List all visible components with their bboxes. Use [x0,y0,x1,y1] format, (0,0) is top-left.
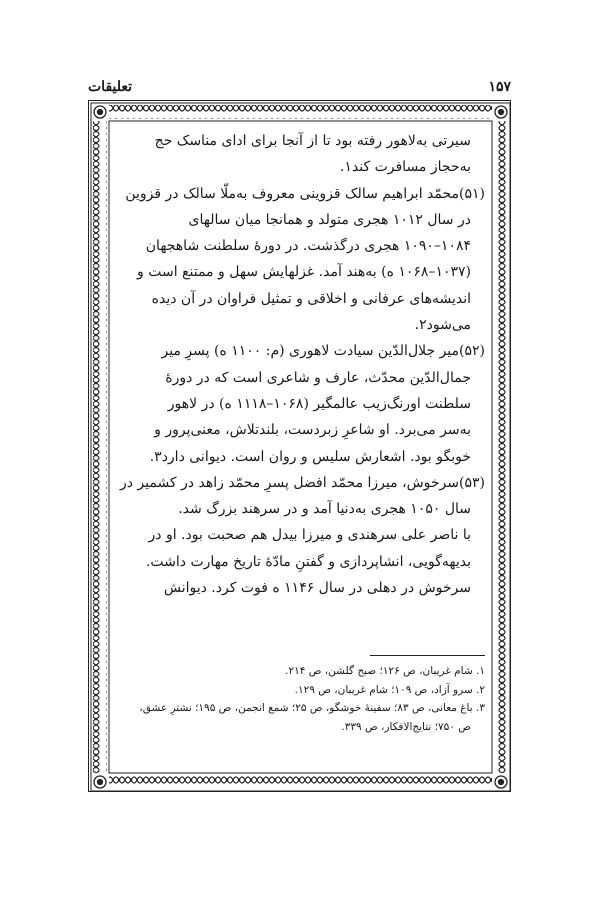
footnote-divider [370,655,485,656]
text-line: می‌شود۲. [414,317,471,334]
running-head [88,74,511,100]
text-line: با ناصر علی سرهندی و میرزا بیدل هم صحبت بود. او در [148,527,471,544]
text-line: سال ۱۰۵۰ هجری به‌دنیا آمد و در سرهند بزرگ شد. [178,501,471,518]
footnote-3: ۳. باغ معانی، ص ۸۳؛ سفینهٔ خوشگو، ص ۲۵؛ شمع انجمن، ص ۱۹۵؛ نشترِ عشق، [139,702,485,714]
text-line: در سال ۱۰۱۲ هجری متولد و همانجا میان سالهای [188,211,471,228]
text-line: (۱۰۳۷–۱۰۶۸ ه) به‌هند آمد. غزلهایش سهل و ممتنع است و [137,264,471,281]
footnote-2: ۲. سرو آزاد، ص ۱۰۹؛ شام غریبان، ص ۱۲۹. [294,683,485,696]
text-line: خوبگو بود. اشعارش سلیس و روان است. دیوانی دارد۳. [149,448,471,465]
text-line: به‌حجاز مسافرت کند۱. [339,159,471,176]
entry-53-line: (۵۳)سرخوش، میرزا محمّد افضل پسرِ محمّد زاهد در کشمیر در [119,474,485,491]
text-line: سیرتی به‌لاهور رفته بود تا از آنجا برای ادای مناسک حج [154,133,471,149]
entry-51-line: (۵۱)محمّد ابراهیم سالک قزوینی معروف به‌ملّا سالک در قزوین [125,185,485,202]
text-line: سلطنت اورنگ‌زیب عالمگیر (۱۰۶۸–۱۱۱۸ ه) در لاهور [167,395,471,412]
footnote-1: ۱. شام غریبان، ص ۱۲۶؛ صبح گلشن، ص ۲۱۴. [285,665,485,677]
text-line: بدیهه‌گویی، انشاپردازی و گفتنِ مادّهٔ تاریخ مهارت داشت. [145,553,471,570]
text-line: سرخوش در دهلی در سال ۱۱۴۶ ه فوت کرد. دیوانش [163,580,471,597]
entry-52-line: (۵۲)میر جلال‌الدّین سیادت لاهوری (م: ۱۱۰۰ ه) پسرِ میر [161,343,485,360]
text-line: اندیشه‌های عرفانی و اخلاقی و تمثیل فراوان در آن دیده [151,290,471,307]
footnote-3-continued: ص ۷۵۰؛ نتایج‌الافکار، ص ۳۳۹. [341,720,471,733]
footnotes [112,662,485,736]
text-line: به‌سر می‌برد. او شاعرِ زبردست، بلندتلاش، معنی‌پرور و [154,422,471,439]
page-number: ۱۵۷ [488,79,511,95]
chapter-title: تعلیقات [88,79,133,95]
text-line: ۱۰۸۴–۱۰۹۰ هجری درگذشت. در دورهٔ سلطنت شاهجهان [145,238,471,255]
text-line: جمال‌الدّین محدّث، عارف و شاعری است که در دورهٔ [165,369,471,386]
body-text [116,128,485,601]
